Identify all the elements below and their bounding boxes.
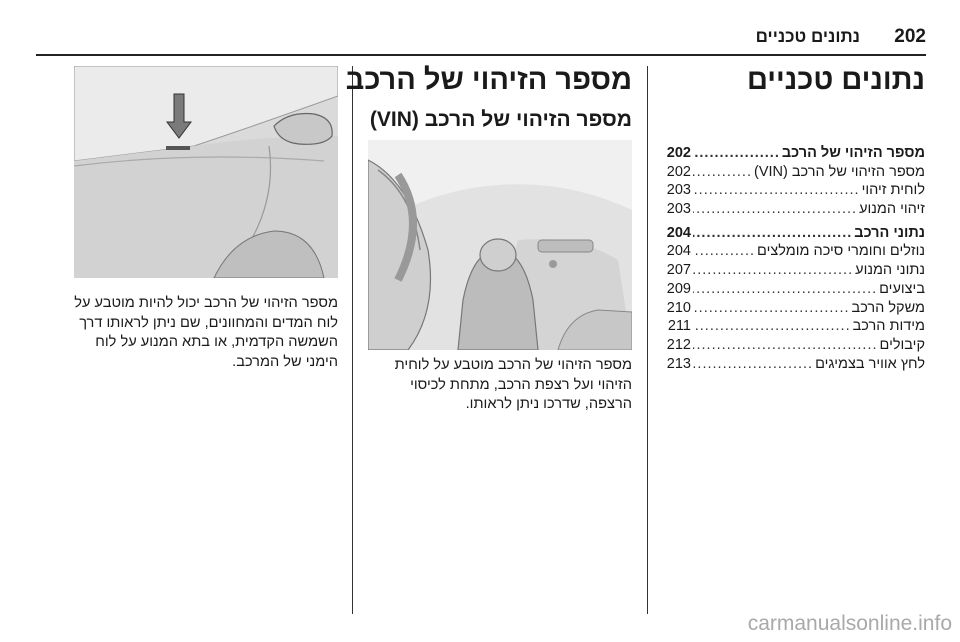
toc-entry-label: לוחית זיהוי — [861, 182, 925, 199]
toc-entry-page: 211 — [667, 318, 691, 335]
toc-entry-label: נוזלים וחומרי סיכה מומלצים — [757, 243, 925, 260]
toc-entry-page: 207 — [666, 262, 691, 279]
toc-entry-label: נתוני המנוע — [855, 262, 925, 279]
toc-entry-page: 204 — [666, 224, 691, 241]
toc-entry-label: זיהוי המנוע — [859, 201, 925, 218]
page-number: 202 — [894, 26, 926, 47]
toc-entry-page: 203 — [666, 182, 691, 199]
vin-caption: מספר הזיהוי של הרכב מוטבע על לוחית הזיהוי ועל רצפת הרכב, מתחת לכיסוי הרצפה, שדרכו ניתן לראותו. — [394, 357, 632, 413]
column-divider-right — [647, 66, 648, 614]
section-subtitle: מספר הזיהוי של הרכב (VIN) — [369, 108, 632, 131]
toc-entry[interactable] — [661, 243, 925, 262]
windshield-illustration — [74, 66, 338, 278]
toc-column — [661, 63, 925, 374]
toc-entry-label: קיבולים — [879, 336, 925, 353]
toc-entry-label: נתוני הרכב — [854, 224, 925, 241]
toc-title: נתונים טכניים — [747, 64, 925, 96]
toc-entry-page: 202 — [666, 163, 691, 180]
toc-entry[interactable] — [661, 356, 925, 375]
toc-entry-label: מספר הזיהוי של הרכב (VIN) — [753, 163, 925, 180]
toc-entry-page: 209 — [666, 280, 691, 297]
toc-entry[interactable] — [661, 225, 925, 244]
column-divider-left — [352, 66, 353, 614]
running-title: נתונים טכניים — [755, 27, 860, 46]
toc-entry-page: 203 — [666, 201, 691, 218]
toc-entry-page: 213 — [666, 355, 691, 372]
toc-entry-label: מספר הזיהוי של הרכב — [781, 145, 925, 161]
vin-section — [345, 63, 632, 133]
toc-entry-label: לחץ אוויר בצמיגים — [815, 355, 925, 372]
toc-entry[interactable] — [661, 145, 925, 164]
header-rule — [36, 54, 926, 56]
toc-entry-page: 202 — [666, 145, 691, 161]
toc-entry-page: 212 — [666, 336, 691, 353]
vin-caption-block — [368, 356, 632, 415]
watermark: carmanualsonline.info — [747, 612, 952, 635]
toc-entry[interactable] — [661, 318, 925, 337]
section-title: מספר הזיהוי של הרכב — [345, 64, 632, 96]
toc-entry[interactable] — [661, 182, 925, 201]
toc-entry[interactable] — [661, 164, 925, 183]
windshield-caption-block — [74, 294, 338, 372]
page-header — [36, 26, 926, 52]
toc-entry[interactable] — [661, 300, 925, 319]
toc-entry-page: 204 — [666, 243, 691, 260]
toc-entry[interactable] — [661, 281, 925, 300]
toc-entry[interactable] — [661, 201, 925, 220]
toc-entry-label: משקל הרכב — [851, 299, 925, 316]
windshield-caption: מספר הזיהוי של הרכב יכול להיות מוטבע על לוח המדים והמחוונים, שם ניתן לראותו דרך השמשה הקדמית, או בתא המנוע על לוח הימני של המרכב. — [74, 295, 338, 370]
toc-entry[interactable] — [661, 262, 925, 281]
vin-floor-illustration — [368, 140, 632, 350]
toc-entry[interactable] — [661, 337, 925, 356]
toc-entry-label: ביצועים — [879, 280, 925, 297]
toc-list — [661, 145, 925, 374]
toc-entry-page: 210 — [666, 299, 691, 316]
toc-entry-label: מידות הרכב — [852, 318, 925, 335]
